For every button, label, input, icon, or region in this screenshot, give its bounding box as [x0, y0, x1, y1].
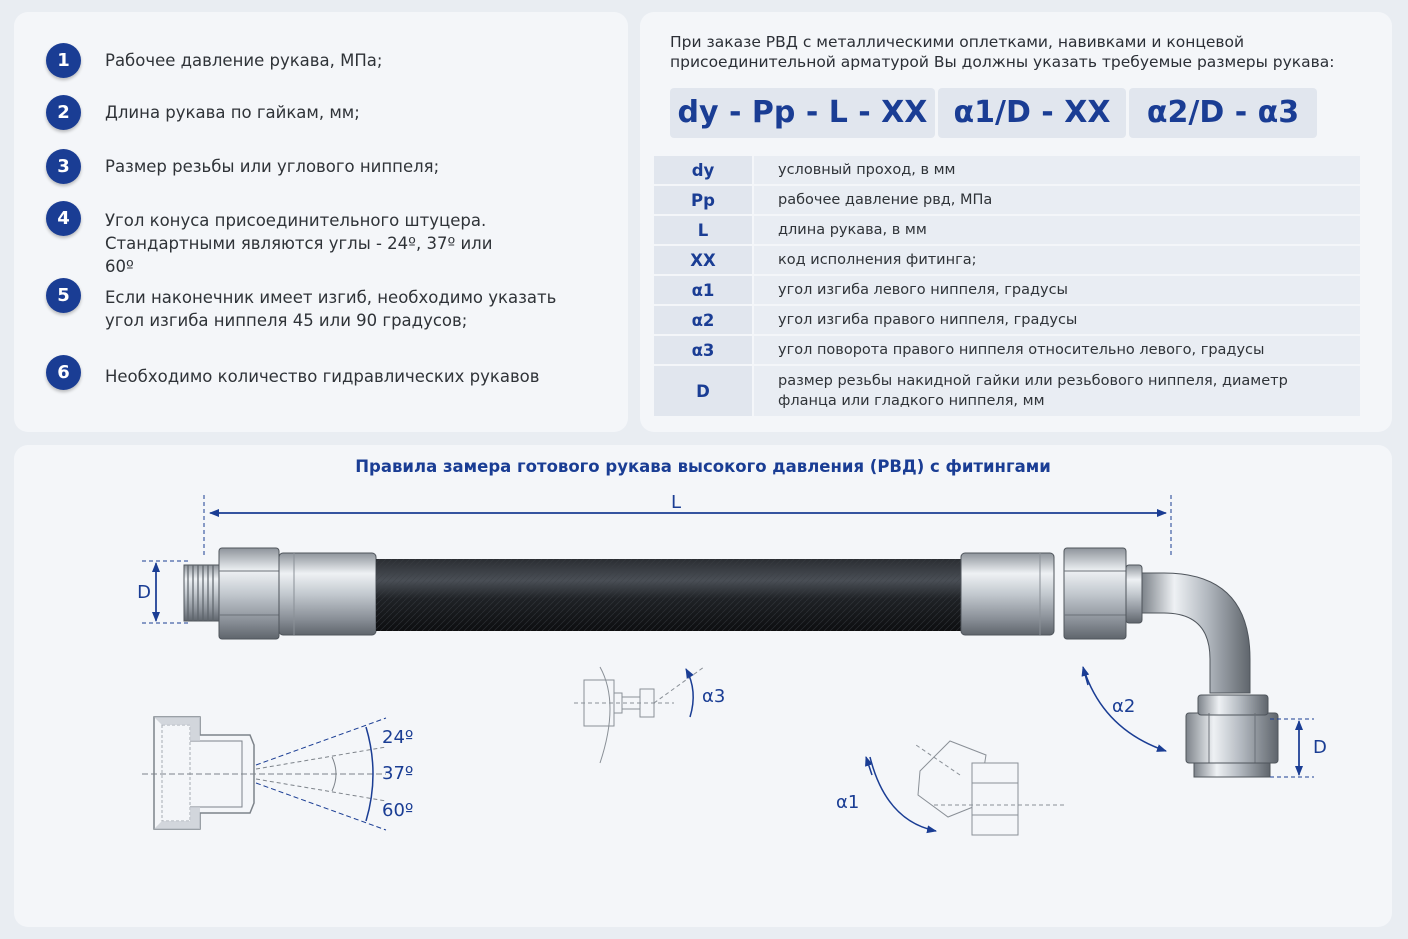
order-intro: При заказе РВД с металлическими оплетками, навивками и концевой присоединительной арматурой Вы должны указать требуемые размеры рукава: [670, 33, 1335, 71]
diagram-title: Правила замера готового рукава высокого давления (РВД) с фитингами [355, 457, 1051, 476]
requirement-text: Рабочее давление рукава, МПа; [105, 51, 383, 70]
number-badge: 3 [46, 149, 81, 184]
table-row [654, 306, 1360, 334]
code-cell: L [654, 216, 752, 244]
requirement-item [46, 149, 585, 184]
alpha1-drawing [836, 741, 1066, 835]
requirement-text: Угол конуса присоединительного штуцера. Стандартными являются углы - 24º, 37º или 60º [105, 211, 493, 276]
table-row [654, 336, 1360, 364]
code-cell: D [654, 366, 752, 416]
requirement-item [46, 278, 575, 332]
formula-chip: dy - Pp - L - XX [670, 88, 935, 138]
code-cell: α2 [654, 306, 752, 334]
cone-angle-drawing [142, 717, 413, 830]
description-cell: угол поворота правого ниппеля относительно левого, градусы [754, 336, 1360, 364]
length-dimension [204, 492, 1171, 555]
description-cell: рабочее давление рвд, МПа [754, 186, 1360, 214]
requirement-item [46, 201, 525, 278]
angle-label: 60º [382, 800, 414, 821]
requirements-panel [14, 12, 628, 432]
requirement-text: Если наконечник имеет изгиб, необходимо указать угол изгиба ниппеля 45 или 90 градусов; [105, 288, 557, 330]
description-cell: длина рукава, в мм [754, 216, 1360, 244]
angle-label: 37º [382, 763, 414, 784]
code-cell: Pp [654, 186, 752, 214]
description-cell: размер резьбы накидной гайки или резьбового ниппеля, диаметр фланца или гладкого ниппеля, мм [754, 366, 1360, 416]
number-badge: 5 [46, 278, 81, 313]
alpha3-drawing [574, 667, 725, 763]
left-diameter-dimension [137, 561, 189, 623]
alpha2-label: α2 [1112, 696, 1136, 717]
hose-diagram [14, 445, 1392, 927]
diameter-label: D [1313, 737, 1327, 758]
formula-chip: α1/D - XX [938, 88, 1126, 138]
description-cell: условный проход, в мм [754, 156, 1360, 184]
measurement-panel [14, 445, 1392, 927]
table-row [654, 246, 1360, 274]
table-row [654, 366, 1360, 416]
requirement-item [46, 95, 585, 130]
number-badge: 2 [46, 95, 81, 130]
description-cell: код исполнения фитинга; [754, 246, 1360, 274]
code-cell: α1 [654, 276, 752, 304]
code-cell: XX [654, 246, 752, 274]
alpha3-label: α3 [702, 686, 726, 707]
requirement-text: Необходимо количество гидравлических рукавов [105, 367, 540, 386]
table-row [654, 186, 1360, 214]
number-badge: 6 [46, 355, 81, 390]
order-panel [640, 12, 1392, 432]
number-badge: 1 [46, 43, 81, 78]
table-row [654, 276, 1360, 304]
requirement-text: Длина рукава по гайкам, мм; [105, 103, 360, 122]
formula-chip: α2/D - α3 [1129, 88, 1317, 138]
table-row [654, 216, 1360, 244]
diameter-label: D [137, 582, 151, 603]
requirement-text: Размер резьбы или углового ниппеля; [105, 157, 440, 176]
alpha2-indicator [1083, 667, 1166, 751]
requirement-item [46, 43, 585, 78]
code-table [654, 156, 1360, 418]
angle-label: 24º [382, 727, 414, 748]
table-row [654, 156, 1360, 184]
right-diameter-dimension [1270, 719, 1327, 777]
description-cell: угол изгиба левого ниппеля, градусы [754, 276, 1360, 304]
alpha1-label: α1 [836, 792, 860, 813]
code-cell: α3 [654, 336, 752, 364]
hose-assembly [184, 548, 1278, 777]
description-cell: угол изгиба правого ниппеля, градусы [754, 306, 1360, 334]
length-label: L [670, 492, 682, 513]
number-badge: 4 [46, 201, 81, 236]
code-cell: dy [654, 156, 752, 184]
requirement-item [46, 355, 585, 390]
